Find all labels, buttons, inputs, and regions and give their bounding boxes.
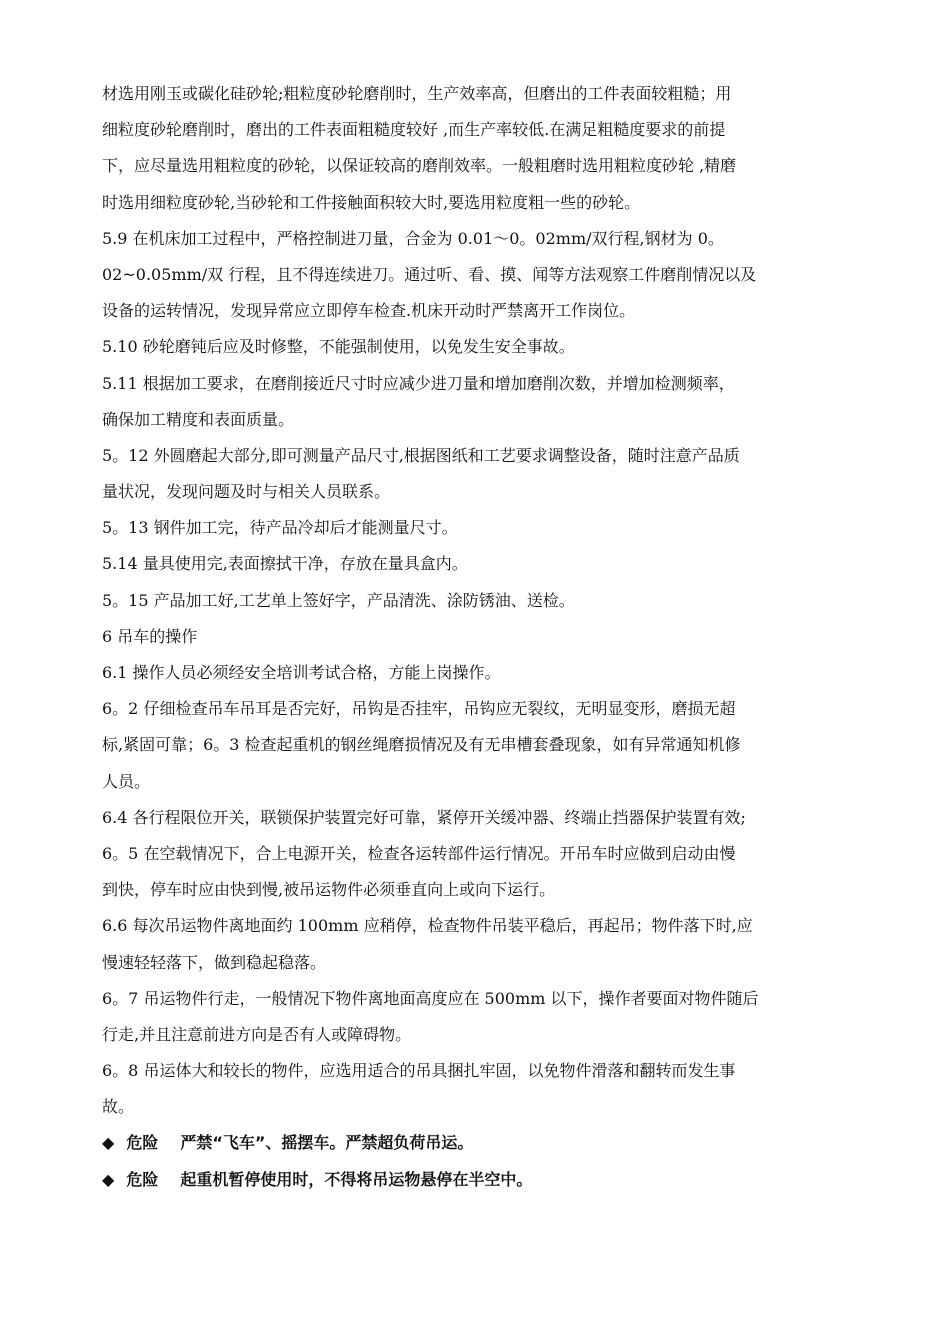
warning-text: 起重机暂停使用时，不得将吊运物悬停在半空中。 xyxy=(180,1169,533,1189)
text-line: 6。2 仔细检查吊车吊耳是否完好，吊钩是否挂牢，吊钩应无裂纹，无明显变形，磨损无超 xyxy=(102,699,736,719)
section-heading: 6 吊车的操作 xyxy=(102,626,198,646)
text-line: 人员。 xyxy=(102,771,151,791)
text-line: 行走,并且注意前进方向是否有人或障碍物。 xyxy=(102,1024,412,1044)
warning-text: 严禁“飞车”、摇摆车。严禁超负荷吊运。 xyxy=(180,1133,474,1153)
text-line: 到快，停车时应由快到慢,被吊运物件必须垂直向上或向下运行。 xyxy=(102,880,556,900)
text-line: 5。12 外圆磨起大部分,即可测量产品尺寸,根据图纸和工艺要求调整设备，随时注意产品质 xyxy=(102,445,740,465)
text-line: 5。13 钢件加工完，待产品冷却后才能测量尺寸。 xyxy=(102,518,458,538)
text-line: 量状况，发现问题及时与相关人员联系。 xyxy=(102,482,391,502)
text-line: 下，应尽量选用粗粒度的砂轮，以保证较高的磨削效率。一般粗磨时选用粗粒度砂轮 ,精磨 xyxy=(102,156,737,176)
danger-label: 危险 xyxy=(126,1133,159,1153)
text-line: 标,紧固可靠；6。3 检查起重机的钢丝绳磨损情况及有无串槽套叠现象，如有异常通知机修 xyxy=(102,735,741,755)
text-line: 5.9 在机床加工过程中，严格控制进刀量，合金为 0.01～0。02mm/双行程,钢材为 0。 xyxy=(102,228,724,248)
text-line: 6.4 各行程限位开关，联锁保护装置完好可靠，紧停开关缓冲器、终端止挡器保护装置有效; xyxy=(102,807,746,827)
diamond-bullet-icon: ◆ xyxy=(102,1169,115,1189)
danger-warning xyxy=(102,1125,862,1161)
document-page xyxy=(102,76,862,1198)
diamond-bullet-icon: ◆ xyxy=(102,1133,115,1153)
text-line: 细粒度砂轮磨削时，磨出的工件表面粗糙度较好 ,而生产率较低.在满足粗糙度要求的前提 xyxy=(102,120,726,140)
danger-label: 危险 xyxy=(126,1169,159,1189)
text-line: 6。5 在空载情况下，合上电源开关，检查各运转部件运行情况。开吊车时应做到启动由慢 xyxy=(102,843,736,863)
danger-warning xyxy=(102,1162,862,1198)
text-line: 5.14 量具使用完,表面擦拭干净，存放在量具盒内。 xyxy=(102,554,468,574)
text-line: 故。 xyxy=(102,1097,135,1117)
text-line: 5.10 砂轮磨钝后应及时修整，不能强制使用，以免发生安全事故。 xyxy=(102,337,575,357)
text-line: 材选用刚玉或碳化硅砂轮;粗粒度砂轮磨削时，生产效率高，但磨出的工件表面较粗糙；用 xyxy=(102,84,732,103)
text-line: 6.6 每次吊运物件离地面约 100mm 应稍停，检查物件吊装平稳后，再起吊；物件落下时,应 xyxy=(102,916,753,936)
text-line: 02~0.05mm/双 行程，且不得连续进刀。通过听、看、摸、闻等方法观察工件磨削情况以及 xyxy=(102,264,757,284)
text-line: 确保加工精度和表面质量。 xyxy=(102,409,295,429)
text-line: 5.11 根据加工要求，在磨削接近尺寸时应减少进刀量和增加磨削次数，并增加检测频率， xyxy=(102,373,735,393)
text-line: 6。8 吊运体大和较长的物件，应选用适合的吊具捆扎牢固，以免物件滑落和翻转而发生事 xyxy=(102,1061,736,1081)
text-line: 5。15 产品加工好,工艺单上签好字，产品清洗、涂防锈油、送检。 xyxy=(102,590,575,610)
text-line: 设备的运转情况，发现异常应立即停车检查.机床开动时严禁离开工作岗位。 xyxy=(102,301,636,321)
text-line: 慢速轻轻落下，做到稳起稳落。 xyxy=(102,952,327,972)
text-line: 6.1 操作人员必须经安全培训考试合格，方能上岗操作。 xyxy=(102,663,501,682)
text-line: 时选用细粒度砂轮,当砂轮和工件接触面积较大时,要选用粒度粗一些的砂轮。 xyxy=(102,192,641,212)
text-line: 6。7 吊运物件行走，一般情况下物件离地面高度应在 500mm 以下，操作者要面对物件随后 xyxy=(102,988,759,1008)
